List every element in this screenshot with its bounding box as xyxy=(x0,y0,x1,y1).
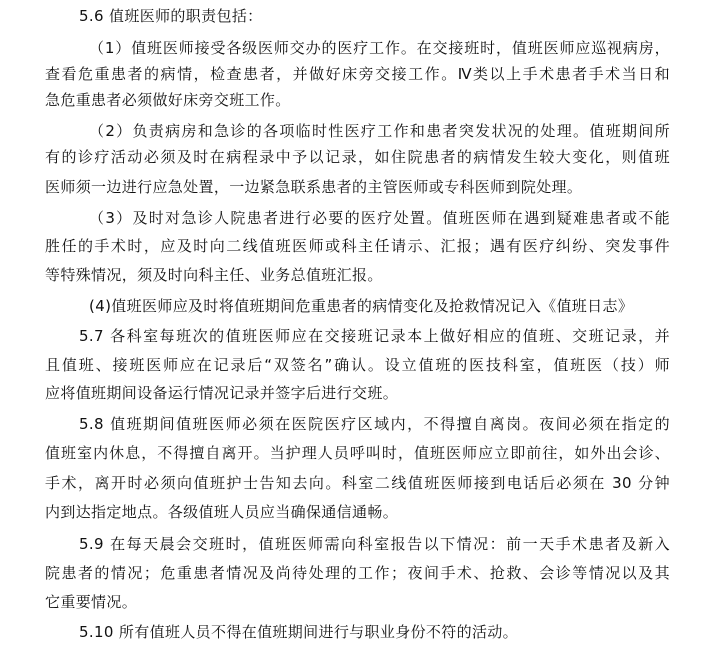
paragraph-line: 5.7 各科室每班次的值班医师应在交接班记录本上做好相应的值班、交班记录，并 xyxy=(79,327,670,345)
paragraph-line: 院患者的情况；危重患者情况及尚待处理的工作；夜间手术、抢救、会诊等情况以及其 xyxy=(45,564,670,582)
paragraph-line: 胜任的手术时，应及时向二线值班医师或科主任请示、汇报；遇有医疗纠纷、突发事件 xyxy=(45,237,670,255)
paragraph-line: 值班室内休息，不得擅自离开。当护理人员呼叫时，值班医师应立即前往，如外出会诊、 xyxy=(45,444,670,462)
section-heading-5-6: 5.6 值班医师的职责包括： xyxy=(79,7,263,25)
paragraph-line: 应将值班期间设备运行情况记录并签字后进行交班。 xyxy=(45,384,399,402)
paragraph-line: 5.9 在每天晨会交班时，值班医师需向科室报告以下情况：前一天手术患者及新入 xyxy=(79,535,670,553)
paragraph-line: 查看危重患者的病情，检查患者，并做好床旁交接工作。Ⅳ类以上手术患者手术当日和 xyxy=(45,65,670,83)
paragraph-line: 它重要情况。 xyxy=(45,593,138,611)
paragraph-line: 且值班、接班医师应在记录后“双签名”确认。设立值班的医技科室，值班医（技）师 xyxy=(45,356,670,374)
paragraph-line: 5.10 所有值班人员不得在值班期间进行与职业身份不符的活动。 xyxy=(79,623,519,641)
paragraph-line: 医师须一边进行应急处置，一边紧急联系患者的主管医师或专科医师到院处理。 xyxy=(45,178,583,196)
paragraph-line: （2）负责病房和急诊的各项临时性医疗工作和患者突发状况的处理。值班期间所 xyxy=(89,122,670,140)
paragraph-line: (4)值班医师应及时将值班期间危重患者的病情变化及抢救情况记入《值班日志》 xyxy=(89,297,634,315)
paragraph-line: 内到达指定地点。各级值班人员应当确保通信通畅。 xyxy=(45,503,399,521)
paragraph-line: 手术，离开时必须向值班护士告知去向。科室二线值班医师接到电话后必须在 30 分钟 xyxy=(45,474,670,492)
paragraph-line: 有的诊疗活动必须及时在病程录中予以记录，如住院患者的病情发生较大变化，则值班 xyxy=(45,148,670,166)
paragraph-line: 5.8 值班期间值班医师必须在医院医疗区域内，不得擅自离岗。夜间必须在指定的 xyxy=(79,415,670,433)
paragraph-line: （1）值班医师接受各级医师交办的医疗工作。在交接班时，值班医师应巡视病房， xyxy=(89,39,670,57)
paragraph-line: （3）及时对急诊人院患者进行必要的医疗处置。值班医师在遇到疑难患者或不能 xyxy=(89,209,670,227)
paragraph-line: 等特殊情况，须及时向科主任、业务总值班汇报。 xyxy=(45,266,383,284)
paragraph-line: 急危重患者必须做好床旁交班工作。 xyxy=(45,91,291,109)
